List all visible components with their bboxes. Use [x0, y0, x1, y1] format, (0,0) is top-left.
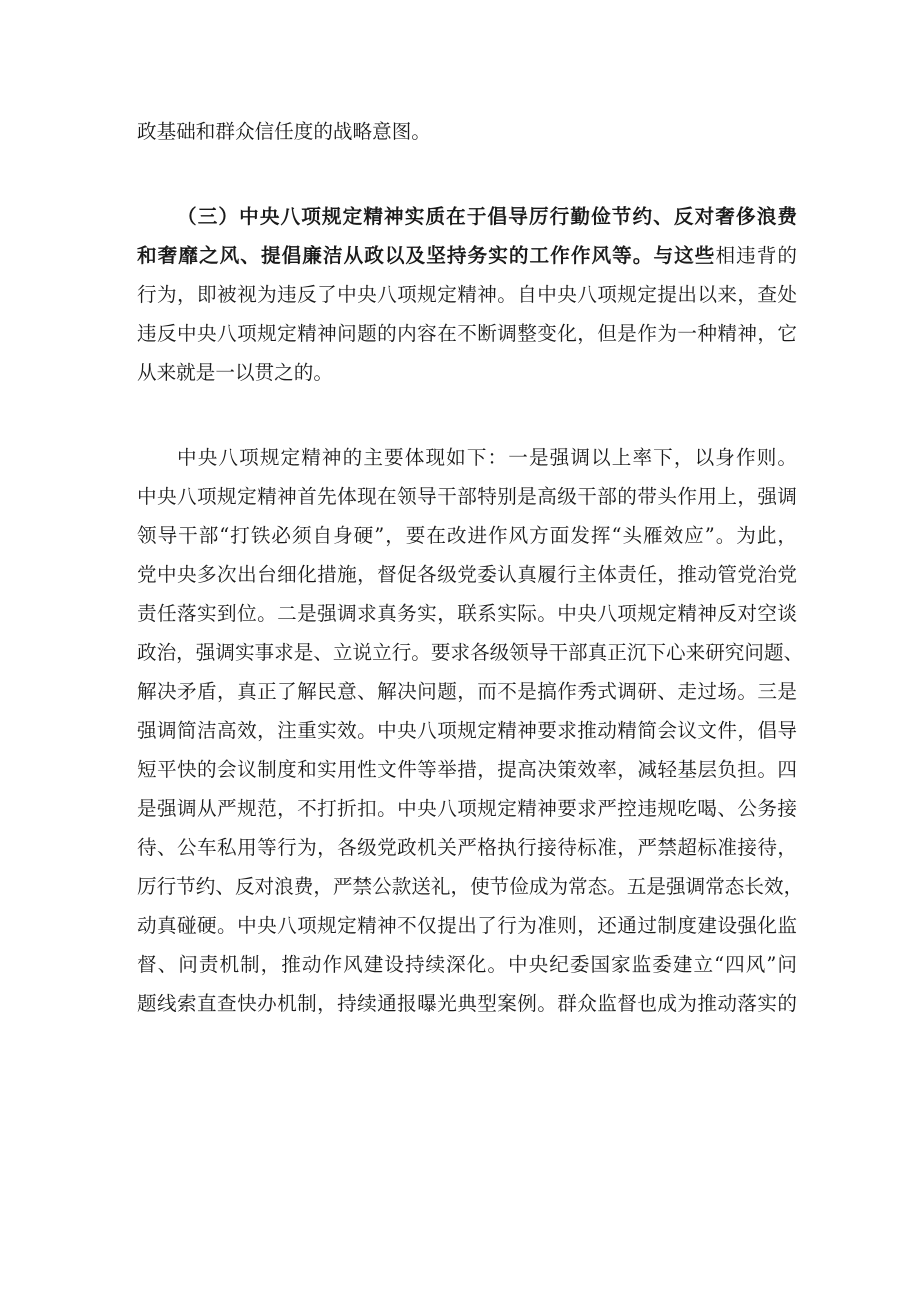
text-line: 厉行节约、反对浪费，严禁公款送礼，使节俭成为常态。五是强调常态长效， — [137, 875, 804, 898]
normal-text: 相违背的 — [715, 244, 798, 267]
text-line: 行为，即被视为违反了中央八项规定精神。自中央八项规定提出以来，查处 — [137, 283, 797, 306]
section-heading-line: （三）中央八项规定精神实质在于倡导厉行勤俭节约、反对奢侈浪费 — [177, 205, 797, 228]
text-line: 待、公车私用等行为，各级党政机关严格执行接待标准，严禁超标准接待， — [137, 836, 797, 859]
bold-text: 和奢靡之风、提倡廉洁从政以及坚持务实的工作作风等。与这些 — [137, 244, 716, 267]
paragraph-continuation — [137, 112, 797, 151]
text-line: 违反中央八项规定精神问题的内容在不断调整变化，但是作为一种精神，它 — [137, 322, 797, 345]
text-line: 从来就是一以贯之的。 — [137, 361, 333, 384]
text-line: 政基础和群众信任度的战略意图。 — [137, 120, 431, 143]
paragraph-section-three — [137, 197, 797, 392]
text-line: 责任落实到位。二是强调求真务实，联系实际。中央八项规定精神反对空谈 — [137, 602, 797, 625]
text-line: 领导干部“打铁必须自身硬”，要在改进作风方面发挥“头雁效应”。为此， — [137, 524, 797, 547]
text-line: 中央八项规定精神的主要体现如下：一是强调以上率下，以身作则。 — [177, 446, 797, 469]
text-line: 党中央多次出台细化措施，督促各级党委认真履行主体责任，推动管党治党 — [137, 563, 797, 586]
paragraph-main-embodiment — [137, 438, 804, 1023]
text-line: 短平快的会议制度和实用性文件等举措，提高决策效率，减轻基层负担。四 — [137, 758, 797, 781]
text-line: 强调简洁高效，注重实效。中央八项规定精神要求推动精简会议文件，倡导 — [137, 719, 797, 742]
text-line: 动真碰硬。中央八项规定精神不仅提出了行为准则，还通过制度建设强化监 — [137, 914, 797, 937]
text-line: 中央八项规定精神首先体现在领导干部特别是高级干部的带头作用上，强调 — [137, 485, 797, 508]
text-line: 解决矛盾，真正了解民意、解决问题，而不是搞作秀式调研、走过场。三是 — [137, 680, 797, 703]
document-page — [137, 112, 804, 1023]
text-line: 政治，强调实事求是、立说立行。要求各级领导干部真正沉下心来研究问题、 — [137, 641, 804, 664]
text-line: 是强调从严规范，不打折扣。中央八项规定精神要求严控违规吃喝、公务接 — [137, 797, 797, 820]
mixed-line — [137, 236, 797, 275]
text-line: 题线索直查快办机制，持续通报曝光典型案例。群众监督也成为推动落实的 — [137, 992, 797, 1015]
text-line: 督、问责机制，推动作风建设持续深化。中央纪委国家监委建立“四风”问 — [137, 953, 797, 976]
